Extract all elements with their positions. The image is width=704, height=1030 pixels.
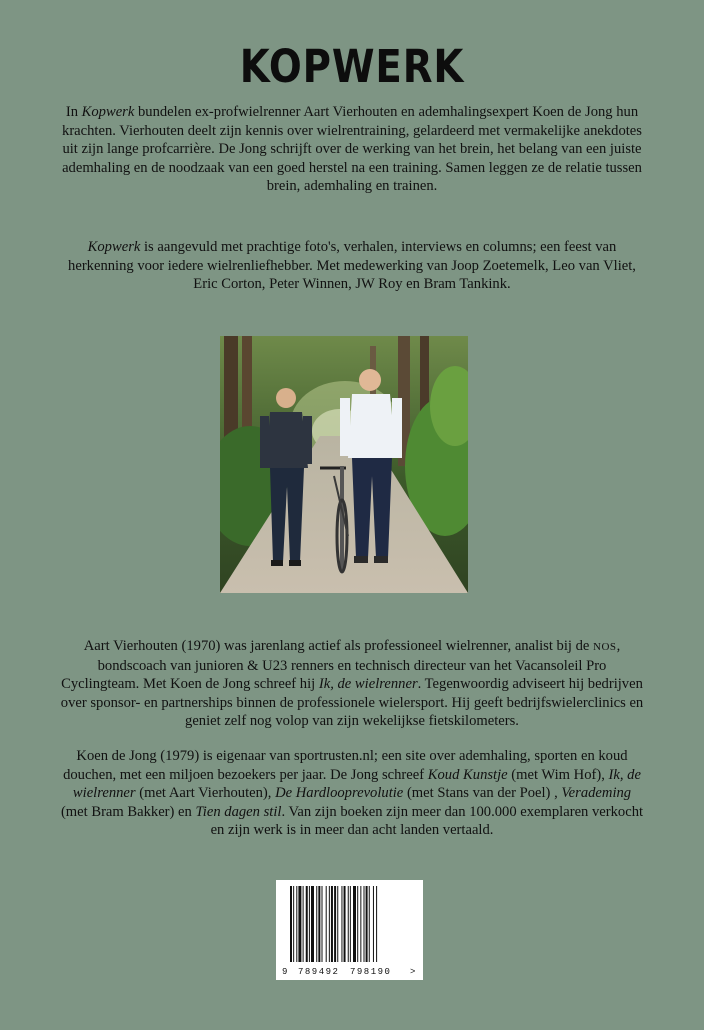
barcode-bar [306, 886, 308, 962]
koen-bio-text-4: (met Stans van der Poel) , [403, 785, 562, 802]
barcode-bar [303, 886, 304, 962]
aart-bio-paragraph [60, 637, 644, 731]
aart-bio-text-3: . Tegenwoordig adviseert hij bedrijven over sponsor- en partnerships binnen de professionele wielersport. Hij geeft bedrijfswielerclinics en geniet zelf nog volop van zijn wekelijkse fietskilometers. [60, 676, 644, 730]
isbn-digits-group-1: 789492 [298, 967, 340, 977]
barcode-bars [290, 886, 377, 962]
barcode-bar [331, 886, 333, 962]
isbn-lead-digit: 9 [282, 967, 288, 977]
isbn-barcode [276, 880, 423, 980]
aart-bio-text-1: Aart Vierhouten (1970) was jarenlang actief als professioneel wielrenner, analist bij de [83, 638, 594, 654]
koen-bio-book-4: Verademing [561, 785, 632, 802]
barcode-bar [311, 886, 314, 962]
barcode-bar [366, 886, 368, 962]
koen-bio-paragraph [60, 747, 644, 840]
aart-bio-book-title: Ik, de wielrenner [318, 676, 418, 693]
contributors-book-title: Kopwerk [87, 239, 141, 255]
barcode-bar [360, 886, 361, 962]
intro-paragraph [60, 103, 644, 196]
barcode-bar [350, 886, 351, 962]
barcode-graphic [276, 880, 423, 980]
barcode-bar [334, 886, 336, 962]
barcode-bar [344, 886, 346, 962]
barcode-bar [373, 886, 374, 962]
barcode-bar [341, 886, 342, 962]
isbn-quiet-zone-marker: > [410, 967, 416, 977]
koen-bio-book-2: Ik, de wielrenner [72, 766, 641, 802]
barcode-bar [369, 886, 370, 962]
aart-bio-text-2: , bondscoach van junioren & U23 renners en technisch directeur van het Vacansoleil Pro Cyclingteam. Met Koen de Jong schreef hij [61, 638, 621, 693]
koen-bio-book-1: Koud Kunstje [427, 766, 508, 783]
barcode-bar [337, 886, 338, 962]
barcode-bar [357, 886, 358, 962]
authors-walking-bike-illustration [220, 336, 468, 593]
koen-bio-text-5: (met Bram Bakker) en [60, 803, 196, 820]
contributors-text: is aangevuld met prachtige foto's, verhalen, interviews en columns; een feest van herkenning voor iedere wielrenliefhebber. Met medewerking van Joop Zoetemelk, Leo van Vliet, Eric Corton, Peter Winnen, JW Roy en Bram Tankink. [68, 239, 636, 293]
barcode-bar [353, 886, 356, 962]
authors-photo [220, 336, 468, 593]
barcode-bar [322, 886, 323, 962]
barcode-bar [326, 886, 327, 962]
intro-book-title: Kopwerk [81, 104, 135, 120]
barcode-bar [348, 886, 349, 962]
book-title: KOPWERK [239, 40, 465, 93]
barcode-bar [309, 886, 310, 962]
koen-bio-text-1: Koen de Jong (1979) is eigenaar van sportrusten.nl; een site over ademhaling, sporten en koud douchen, met een miljoen bezoekers per jaar. De Jong schreef [63, 748, 628, 783]
barcode-bar [298, 886, 301, 962]
contributors-paragraph [60, 238, 644, 294]
barcode-bar [290, 886, 292, 962]
isbn-digits-group-2: 798190 [350, 967, 392, 977]
barcode-bar [293, 886, 294, 962]
koen-bio-text-2: (met Wim Hof), [507, 766, 609, 783]
aart-bio-broadcaster: NOS [593, 641, 617, 653]
barcode-bar [329, 886, 330, 962]
barcode-bar [364, 886, 365, 962]
koen-bio-text-3: (met Aart Vierhouten), [135, 785, 276, 802]
intro-text-1: In [65, 104, 82, 120]
intro-text-2: bundelen ex-profwielrenner Aart Vierhouten en ademhalingsexpert Koen de Jong hun krachten. Vierhouten deelt zijn kennis over wielrentraining, gelardeerd met vermakelijke anekdotes uit zijn lange profcarrière. De Jong schrijft over de werking van het brein, het belang van een juiste ademhaling en de noodzaak van een goed herstel na een training. Samen leggen ze de relatie tussen brein, ademhaling en trainen. [62, 104, 642, 195]
barcode-bar [316, 886, 317, 962]
koen-bio-book-3: De Hardlooprevolutie [275, 785, 404, 802]
barcode-bar [318, 886, 320, 962]
barcode-bar [376, 886, 377, 962]
koen-bio-text-6: . Van zijn boeken zijn meer dan 100.000 exemplaren verkocht en zijn werk is in meer dan acht landen vertaald. [210, 803, 644, 839]
koen-bio-book-5: Tien dagen stil [195, 803, 282, 820]
barcode-bar [296, 886, 297, 962]
